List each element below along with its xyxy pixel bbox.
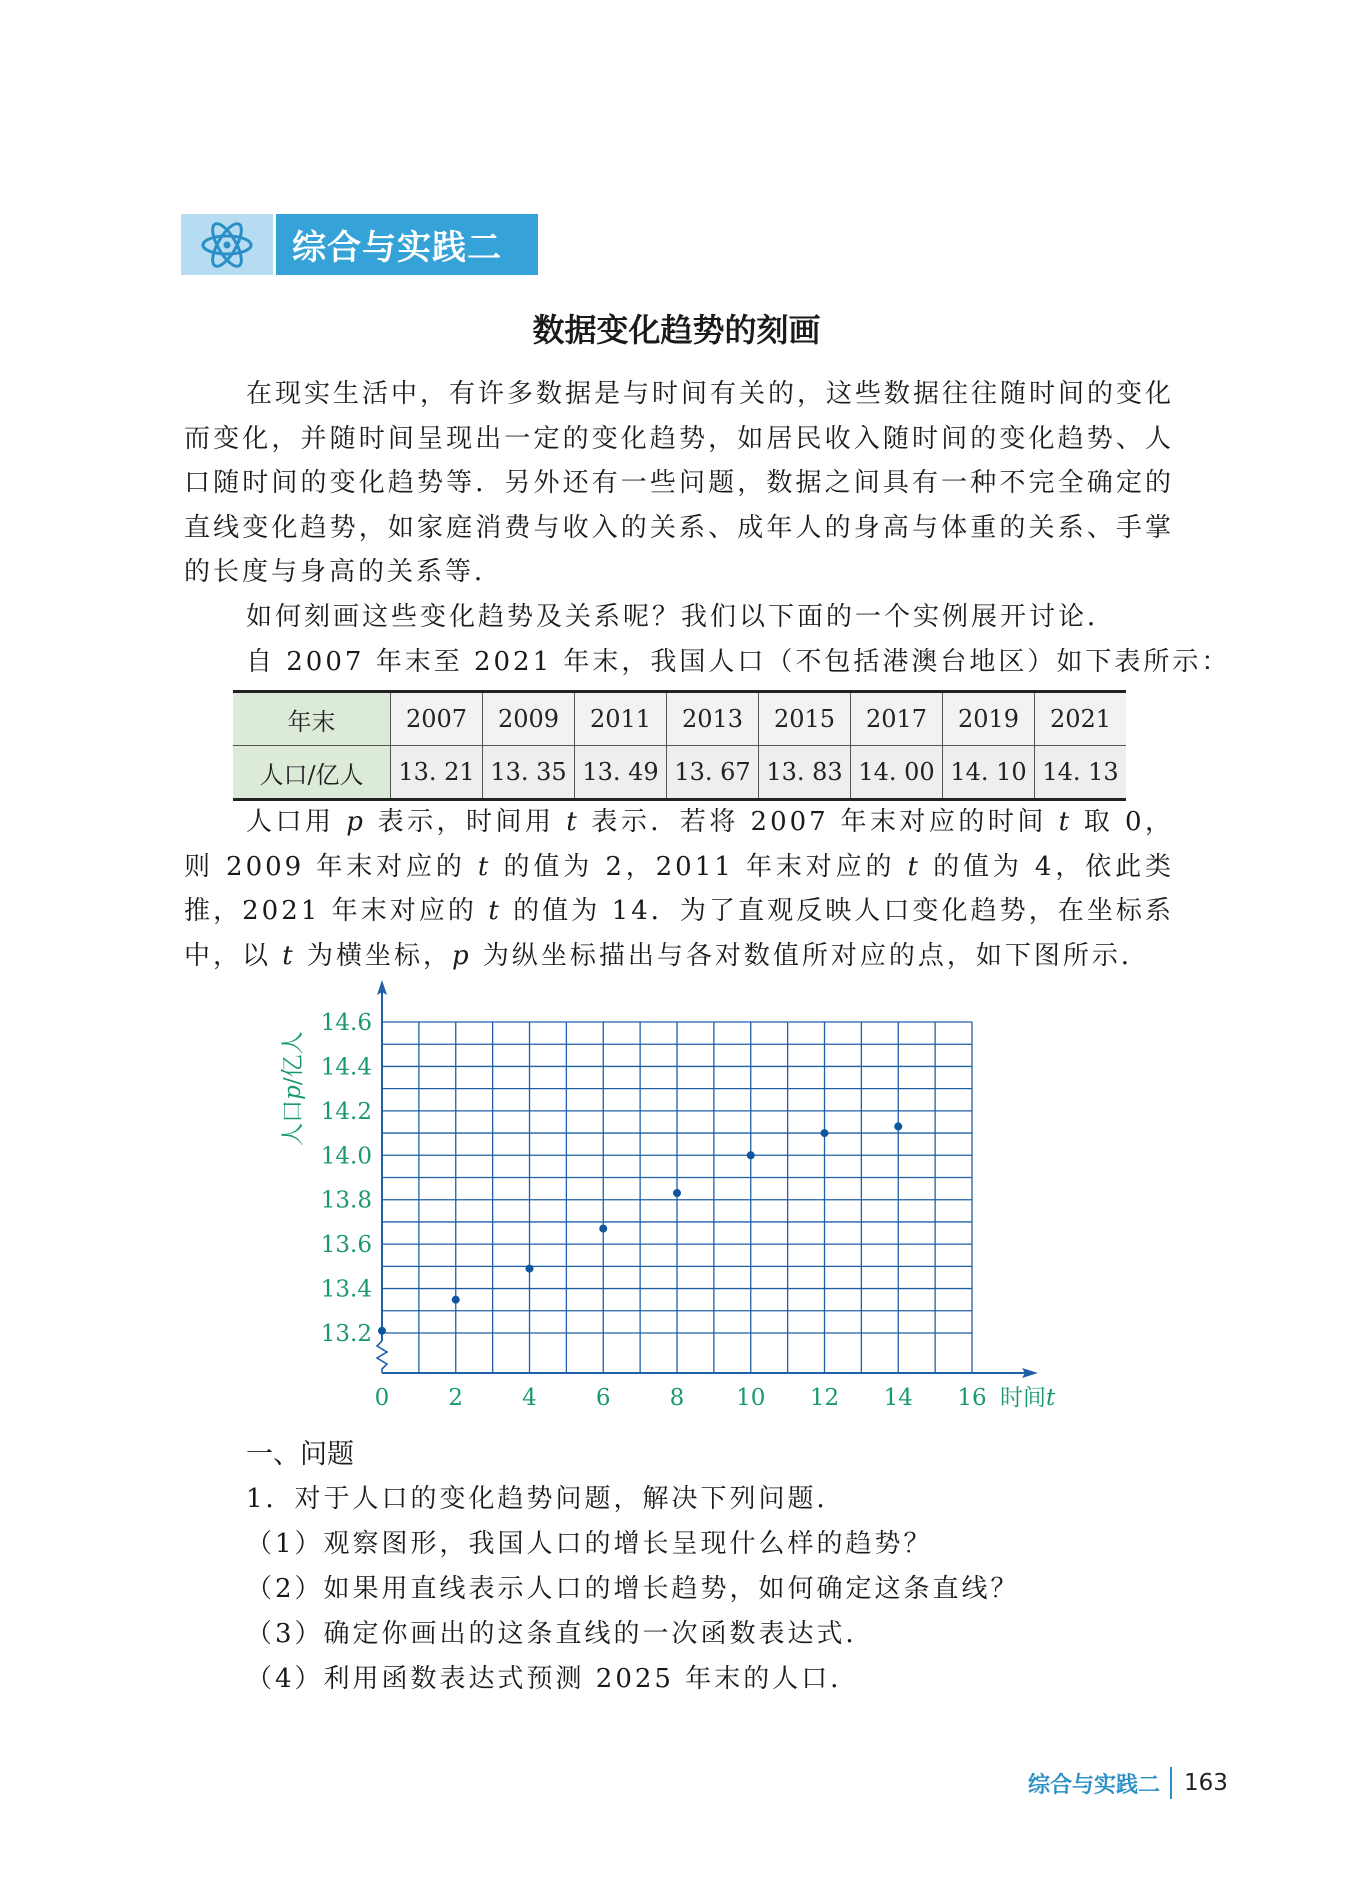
data-point: [894, 1122, 902, 1130]
sub-question-4: （4）利用函数表达式预测 2025 年末的人口．: [246, 1664, 860, 1694]
year-cell: 2017: [851, 692, 943, 746]
population-row: [233, 746, 1126, 800]
sub-question-1: （1）观察图形，我国人口的增长呈现什么样的趋势？: [246, 1529, 933, 1559]
year-cell: 2009: [483, 692, 575, 746]
page-number: 163: [1184, 1770, 1228, 1796]
x-tick-label: 16: [957, 1385, 987, 1411]
population-row-label: 人口/亿人: [233, 746, 391, 800]
y-tick-label: 14.2: [320, 1098, 372, 1125]
y-tick-label: 13.8: [320, 1187, 372, 1214]
population-cell: 14. 10: [943, 746, 1035, 800]
population-table: [233, 690, 1126, 801]
discussion-line: 如何刻画这些变化趋势及关系呢？我们以下面的一个实例展开讨论．: [246, 602, 1117, 632]
data-point: [821, 1129, 829, 1137]
y-tick-label: 13.2: [320, 1321, 372, 1347]
x-tick-label: 8: [669, 1385, 685, 1411]
year-cell: 2019: [943, 692, 1035, 746]
footer-section-title: 综合与实践二: [1028, 1772, 1161, 1798]
population-cell: 13. 21: [391, 746, 483, 800]
intro-paragraph: 在现实生活中，有许多数据是与时间有关的，这些数据往往随时间的变化而变化，并随时间呈现出一定的变化趋势，如居民收入随时间的变化趋势、人口随时间的变化趋势等．另外还有一些问题，数据之间具有一种不完全确定的直线变化趋势，如家庭消费与收入的关系、成年人的身高与体重的关系、手掌的长度与身高的关系等．: [184, 379, 1175, 587]
year-cell: 2015: [759, 692, 851, 746]
y-axis-break: [377, 1341, 387, 1373]
population-cell: 13. 83: [759, 746, 851, 800]
x-axis-label: 时间t: [1000, 1385, 1056, 1411]
data-point: [378, 1327, 386, 1335]
data-point: [673, 1189, 681, 1197]
questions-heading: 一、问题: [246, 1439, 354, 1470]
y-tick-label: 14.6: [320, 1010, 372, 1036]
explanation-paragraph: 人口用 p 表示，时间用 t 表示．若将 2007 年末对应的时间 t 取 0，则 2009 年末对应的 t 的值为 2，2011 年末对应的 t 的值为 4，依此类推，2021 年末对应的 t 的值为 14．为了直观反映人口变化趋势，在坐标系中，以 t 为横坐标，p 为纵坐标描出与各对数值所对应的点，如下图所示．: [184, 807, 1175, 971]
data-point: [747, 1151, 755, 1159]
y-tick-label: 13.6: [320, 1232, 372, 1259]
population-cell: 13. 35: [483, 746, 575, 800]
section-banner: [181, 214, 538, 275]
population-cell: 13. 49: [575, 746, 667, 800]
y-tick-label: 14.0: [320, 1143, 372, 1170]
data-point: [452, 1296, 460, 1304]
year-row-label: 年末: [233, 692, 391, 746]
x-tick-label: 12: [809, 1385, 840, 1411]
data-point: [599, 1225, 607, 1233]
table-intro-line: 自 2007 年末至 2021 年末，我国人口（不包括港澳台地区）如下表所示：: [246, 647, 1231, 677]
question-1: 1．对于人口的变化趋势问题，解决下列问题．: [246, 1484, 846, 1514]
x-tick-label: 0: [374, 1385, 390, 1411]
population-cell: 14. 13: [1035, 746, 1127, 800]
banner-title: 综合与实践二: [276, 214, 538, 275]
y-tick-label: 14.4: [320, 1054, 372, 1081]
year-cell: 2011: [575, 692, 667, 746]
y-tick-label: 13.4: [320, 1276, 372, 1303]
population-scatter-chart: [270, 980, 1090, 1420]
year-row: [233, 692, 1126, 746]
page-title: 数据变化趋势的刻画: [532, 311, 821, 349]
x-tick-label: 6: [595, 1385, 611, 1411]
population-cell: 13. 67: [667, 746, 759, 800]
population-cell: 14. 00: [851, 746, 943, 800]
x-tick-label: 2: [448, 1385, 464, 1411]
year-cell: 2021: [1035, 692, 1127, 746]
year-cell: 2007: [391, 692, 483, 746]
footer-divider: [1170, 1767, 1172, 1799]
data-point: [526, 1265, 534, 1273]
sub-question-2: （2）如果用直线表示人口的增长趋势，如何确定这条直线？: [246, 1574, 1020, 1604]
y-axis-label: 人口p/亿人: [280, 1031, 306, 1146]
year-cell: 2013: [667, 692, 759, 746]
x-tick-label: 10: [736, 1385, 766, 1411]
page-footer: [1028, 1767, 1228, 1799]
x-tick-label: 14: [883, 1385, 913, 1411]
x-tick-label: 4: [522, 1385, 537, 1411]
sub-question-3: （3）确定你画出的这条直线的一次函数表达式．: [246, 1619, 875, 1649]
atom-icon: [181, 214, 273, 275]
